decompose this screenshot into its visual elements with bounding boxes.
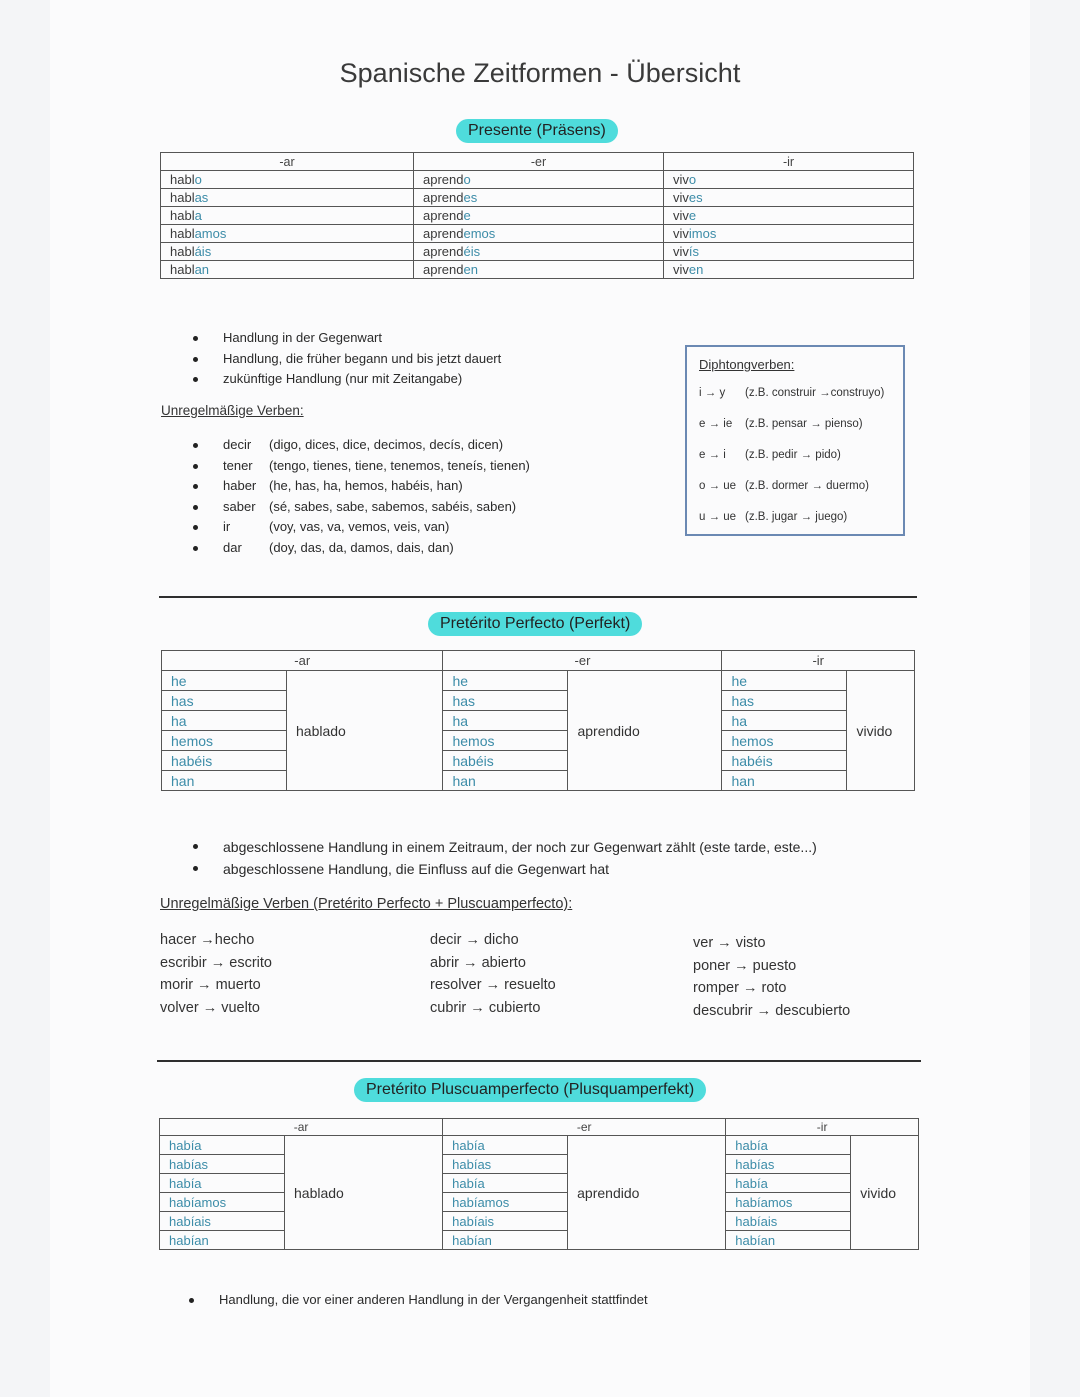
conjugation-cell (161, 171, 414, 189)
auxiliary-cell: he (722, 671, 847, 691)
diphthong-row: i → y (z.B. construir →construyo) (699, 387, 885, 399)
participle-item: volver → vuelto (160, 999, 260, 1016)
verb-forms: (doy, das, da, damos, dais, dan) (269, 539, 454, 555)
auxiliary-cell: habéis (443, 751, 568, 771)
verb-infinitive: tener (223, 457, 253, 473)
table-row (161, 171, 914, 189)
diphthong-row: e → i (z.B. pedir → pido) (699, 449, 841, 461)
verb-stem: viv (673, 226, 689, 241)
auxiliary-cell: había (160, 1136, 285, 1155)
auxiliary-cell: habían (443, 1231, 568, 1250)
verb-stem: aprend (423, 226, 464, 241)
auxiliary-cell: he (162, 671, 287, 691)
auxiliary-cell: habíais (160, 1212, 285, 1231)
conjugation-cell (161, 225, 414, 243)
table-row (162, 691, 915, 711)
auxiliary-cell: habías (443, 1155, 568, 1174)
table-row (161, 243, 914, 261)
col-header-ar: -ar (160, 1119, 443, 1136)
verb-infinitive: decir (223, 437, 252, 452)
verb-infinitive: ir (223, 519, 231, 534)
conjugation-cell (161, 189, 414, 207)
auxiliary-cell: habéis (162, 751, 287, 771)
auxiliary-cell: habíamos (443, 1193, 568, 1212)
auxiliary-cell: habías (726, 1155, 851, 1174)
verb-stem: habl (170, 226, 195, 241)
auxiliary-cell: había (726, 1136, 851, 1155)
verb-forms: (he, has, ha, hemos, habéis, han) (269, 478, 463, 493)
verb-stem: aprend (423, 172, 464, 187)
verb-stem: aprend (423, 244, 464, 259)
section-divider (157, 1060, 921, 1062)
conjugation-cell (664, 243, 914, 261)
table-row (162, 731, 915, 751)
table-row (162, 671, 915, 691)
participle-item: escribir → escrito (160, 954, 272, 971)
perfecto-bullets (193, 836, 817, 880)
diphthong-box (685, 345, 905, 536)
table-row (160, 1174, 919, 1193)
bullet-item: Handlung, die früher begann und bis jetzt dauert (193, 349, 501, 370)
irregular-verb-item (193, 456, 530, 477)
table-row (162, 771, 915, 791)
auxiliary-cell: habíais (726, 1212, 851, 1231)
conjugation-cell (161, 243, 414, 261)
participle-column-2 (430, 929, 556, 1019)
auxiliary-cell: han (162, 771, 287, 791)
verb-stem: viv (673, 208, 689, 223)
participle-item: descubrir → descubierto (693, 1002, 851, 1019)
auxiliary-cell: hemos (162, 731, 287, 751)
irregular-verbs-list (193, 435, 530, 558)
section-divider (159, 596, 917, 598)
irregular-verb-item (193, 435, 530, 456)
participle-cell: hablado (285, 1136, 443, 1250)
verb-ending: en (463, 262, 478, 277)
participle-column-3 (693, 932, 850, 1022)
participle-item: romper → roto (693, 980, 787, 996)
verb-stem: aprend (423, 208, 464, 223)
participle-item: cubrir → cubierto (430, 999, 541, 1016)
verb-ending: an (194, 262, 210, 277)
conjugation-cell (414, 171, 664, 189)
diphthong-title: Diphtongverben: (699, 357, 795, 372)
auxiliary-cell: ha (162, 711, 287, 731)
pluscuamperfecto-bullets (189, 1290, 648, 1311)
verb-infinitive: dar (223, 539, 242, 555)
pluscuamperfecto-label: Pretérito Pluscuamperfecto (Plusquamperfekt) (354, 1078, 706, 1102)
verb-stem: habl (170, 208, 195, 223)
auxiliary-cell: habéis (722, 751, 847, 771)
participle-column-1 (160, 929, 272, 1019)
verb-stem: aprend (423, 190, 464, 205)
verb-ending: en (688, 262, 704, 277)
verb-stem: habl (170, 262, 195, 277)
verb-infinitive: haber (223, 478, 257, 493)
irregular-verb-item (193, 538, 530, 559)
auxiliary-cell: has (443, 691, 568, 711)
auxiliary-cell: habíamos (160, 1193, 285, 1212)
auxiliary-cell: ha (722, 711, 847, 731)
auxiliary-cell: había (726, 1174, 851, 1193)
participle-item: hacer →hecho (160, 932, 255, 948)
table-row (161, 261, 914, 279)
auxiliary-cell: hemos (443, 731, 568, 751)
verb-ending: o (194, 172, 202, 187)
table-row (162, 751, 915, 771)
auxiliary-cell: han (722, 771, 847, 791)
verb-ending: áis (194, 244, 212, 259)
verb-ending: as (194, 190, 209, 205)
verb-stem: viv (673, 190, 689, 205)
verb-stem: habl (170, 244, 195, 259)
table-row (160, 1231, 919, 1250)
verb-ending: éis (463, 244, 481, 259)
table-row (161, 207, 914, 225)
verb-stem: viv (673, 262, 689, 277)
conjugation-cell (664, 261, 914, 279)
verb-stem: viv (673, 244, 689, 259)
participle-cell: hablado (287, 671, 443, 791)
irregular-verb-item (193, 476, 530, 497)
irregular-verb-item (193, 517, 530, 538)
col-header-er: -er (443, 1119, 726, 1136)
diphthong-row: u → ue (z.B. jugar → juego) (699, 511, 848, 523)
participle-item: poner → puesto (693, 957, 797, 974)
table-row (162, 711, 915, 731)
auxiliary-cell: había (443, 1174, 568, 1193)
participle-item: decir → dicho (430, 932, 519, 948)
col-header-ar: -ar (162, 651, 443, 671)
col-header-ar: -ar (161, 153, 414, 171)
verb-ending: o (688, 172, 697, 187)
participle-item: abrir → abierto (430, 954, 526, 971)
verb-ending: es (688, 190, 703, 205)
table-row (160, 1136, 919, 1155)
verb-stem: viv (673, 172, 689, 187)
col-header-er: -er (443, 651, 722, 671)
participle-item: ver → visto (693, 935, 766, 951)
conjugation-cell (414, 207, 664, 225)
pluscuamperfecto-table (159, 1118, 919, 1250)
verb-infinitive: saber (223, 498, 256, 514)
verb-forms: (voy, vas, va, vemos, veis, van) (269, 519, 450, 534)
table-row (160, 1212, 919, 1231)
col-header-er: -er (414, 153, 664, 171)
diphthong-row: e → ie (z.B. pensar → pienso) (699, 418, 863, 430)
conjugation-cell (414, 225, 664, 243)
conjugation-cell (664, 171, 914, 189)
auxiliary-cell: he (443, 671, 568, 691)
participle-cell: aprendido (568, 671, 722, 791)
auxiliary-cell: has (722, 691, 847, 711)
participle-cell: vivido (851, 1136, 919, 1250)
verb-ending: a (194, 208, 202, 223)
participle-cell: aprendido (568, 1136, 726, 1250)
auxiliary-cell: habían (726, 1231, 851, 1250)
auxiliary-cell: habíais (443, 1212, 568, 1231)
verb-forms: (tengo, tienes, tiene, tenemos, teneís, tienen) (269, 457, 530, 473)
verb-stem: aprend (423, 262, 464, 277)
participle-item: morir → muerto (160, 977, 261, 993)
presente-label: Presente (Präsens) (456, 119, 618, 143)
conjugation-cell (664, 189, 914, 207)
bullet-item: Handlung, die vor einer anderen Handlung in der Vergangenheit stattfindet (189, 1290, 648, 1311)
verb-forms: (digo, dices, dice, decimos, decís, dicen) (269, 437, 504, 452)
participle-cell: vivido (847, 671, 915, 791)
auxiliary-cell: has (162, 691, 287, 711)
table-row (161, 189, 914, 207)
verb-ending: emos (463, 226, 496, 241)
conjugation-cell (161, 207, 414, 225)
bullet-item: abgeschlossene Handlung in einem Zeitraum, der noch zur Gegenwart zählt (este tarde, este...) (193, 836, 817, 858)
verb-ending: o (463, 172, 471, 187)
verb-ending: e (463, 208, 471, 223)
auxiliary-cell: ha (443, 711, 568, 731)
table-row (160, 1155, 919, 1174)
irregular-verbs-heading: Unregelmäßige Verben: (161, 403, 304, 418)
irregular-verb-item (193, 497, 530, 518)
conjugation-cell (414, 261, 664, 279)
participle-item: resolver → resuelto (430, 977, 556, 993)
table-row (160, 1193, 919, 1212)
auxiliary-cell: hemos (722, 731, 847, 751)
presente-bullets (193, 328, 501, 390)
page-title: Spanische Zeitformen - Übersicht (339, 58, 741, 88)
verb-ending: e (688, 208, 697, 223)
presente-table (160, 152, 914, 279)
diphthong-row: o → ue (z.B. dormer → duermo) (699, 480, 869, 492)
col-header-ir: -ir (664, 153, 914, 171)
table-row (161, 225, 914, 243)
auxiliary-cell: habías (160, 1155, 285, 1174)
col-header-ir: -ir (722, 651, 915, 671)
auxiliary-cell: habíamos (726, 1193, 851, 1212)
conjugation-cell (664, 207, 914, 225)
conjugation-cell (414, 243, 664, 261)
verb-ending: es (463, 190, 478, 205)
conjugation-cell (161, 261, 414, 279)
verb-ending: amos (194, 226, 227, 241)
bullet-item: Handlung in der Gegenwart (193, 328, 501, 349)
perfecto-label: Pretérito Perfecto (Perfekt) (428, 612, 642, 636)
verb-forms: (sé, sabes, sabe, sabemos, sabéis, saben) (269, 498, 517, 514)
bullet-item: zukünftige Handlung (nur mit Zeitangabe) (193, 369, 501, 390)
verb-ending: ís (688, 244, 700, 259)
verb-ending: imos (688, 226, 717, 241)
auxiliary-cell: han (443, 771, 568, 791)
col-header-ir: -ir (726, 1119, 919, 1136)
verb-stem: habl (170, 190, 195, 205)
auxiliary-cell: había (160, 1174, 285, 1193)
verb-stem: habl (170, 172, 195, 187)
auxiliary-cell: habían (160, 1231, 285, 1250)
perfecto-table (161, 650, 915, 791)
perfecto-irregular-heading: Unregelmäßige Verben (Pretérito Perfecto + Pluscuamperfecto): (160, 896, 573, 912)
bullet-item: abgeschlossene Handlung, die Einfluss auf die Gegenwart hat (193, 858, 817, 880)
auxiliary-cell: había (443, 1136, 568, 1155)
conjugation-cell (664, 225, 914, 243)
conjugation-cell (414, 189, 664, 207)
